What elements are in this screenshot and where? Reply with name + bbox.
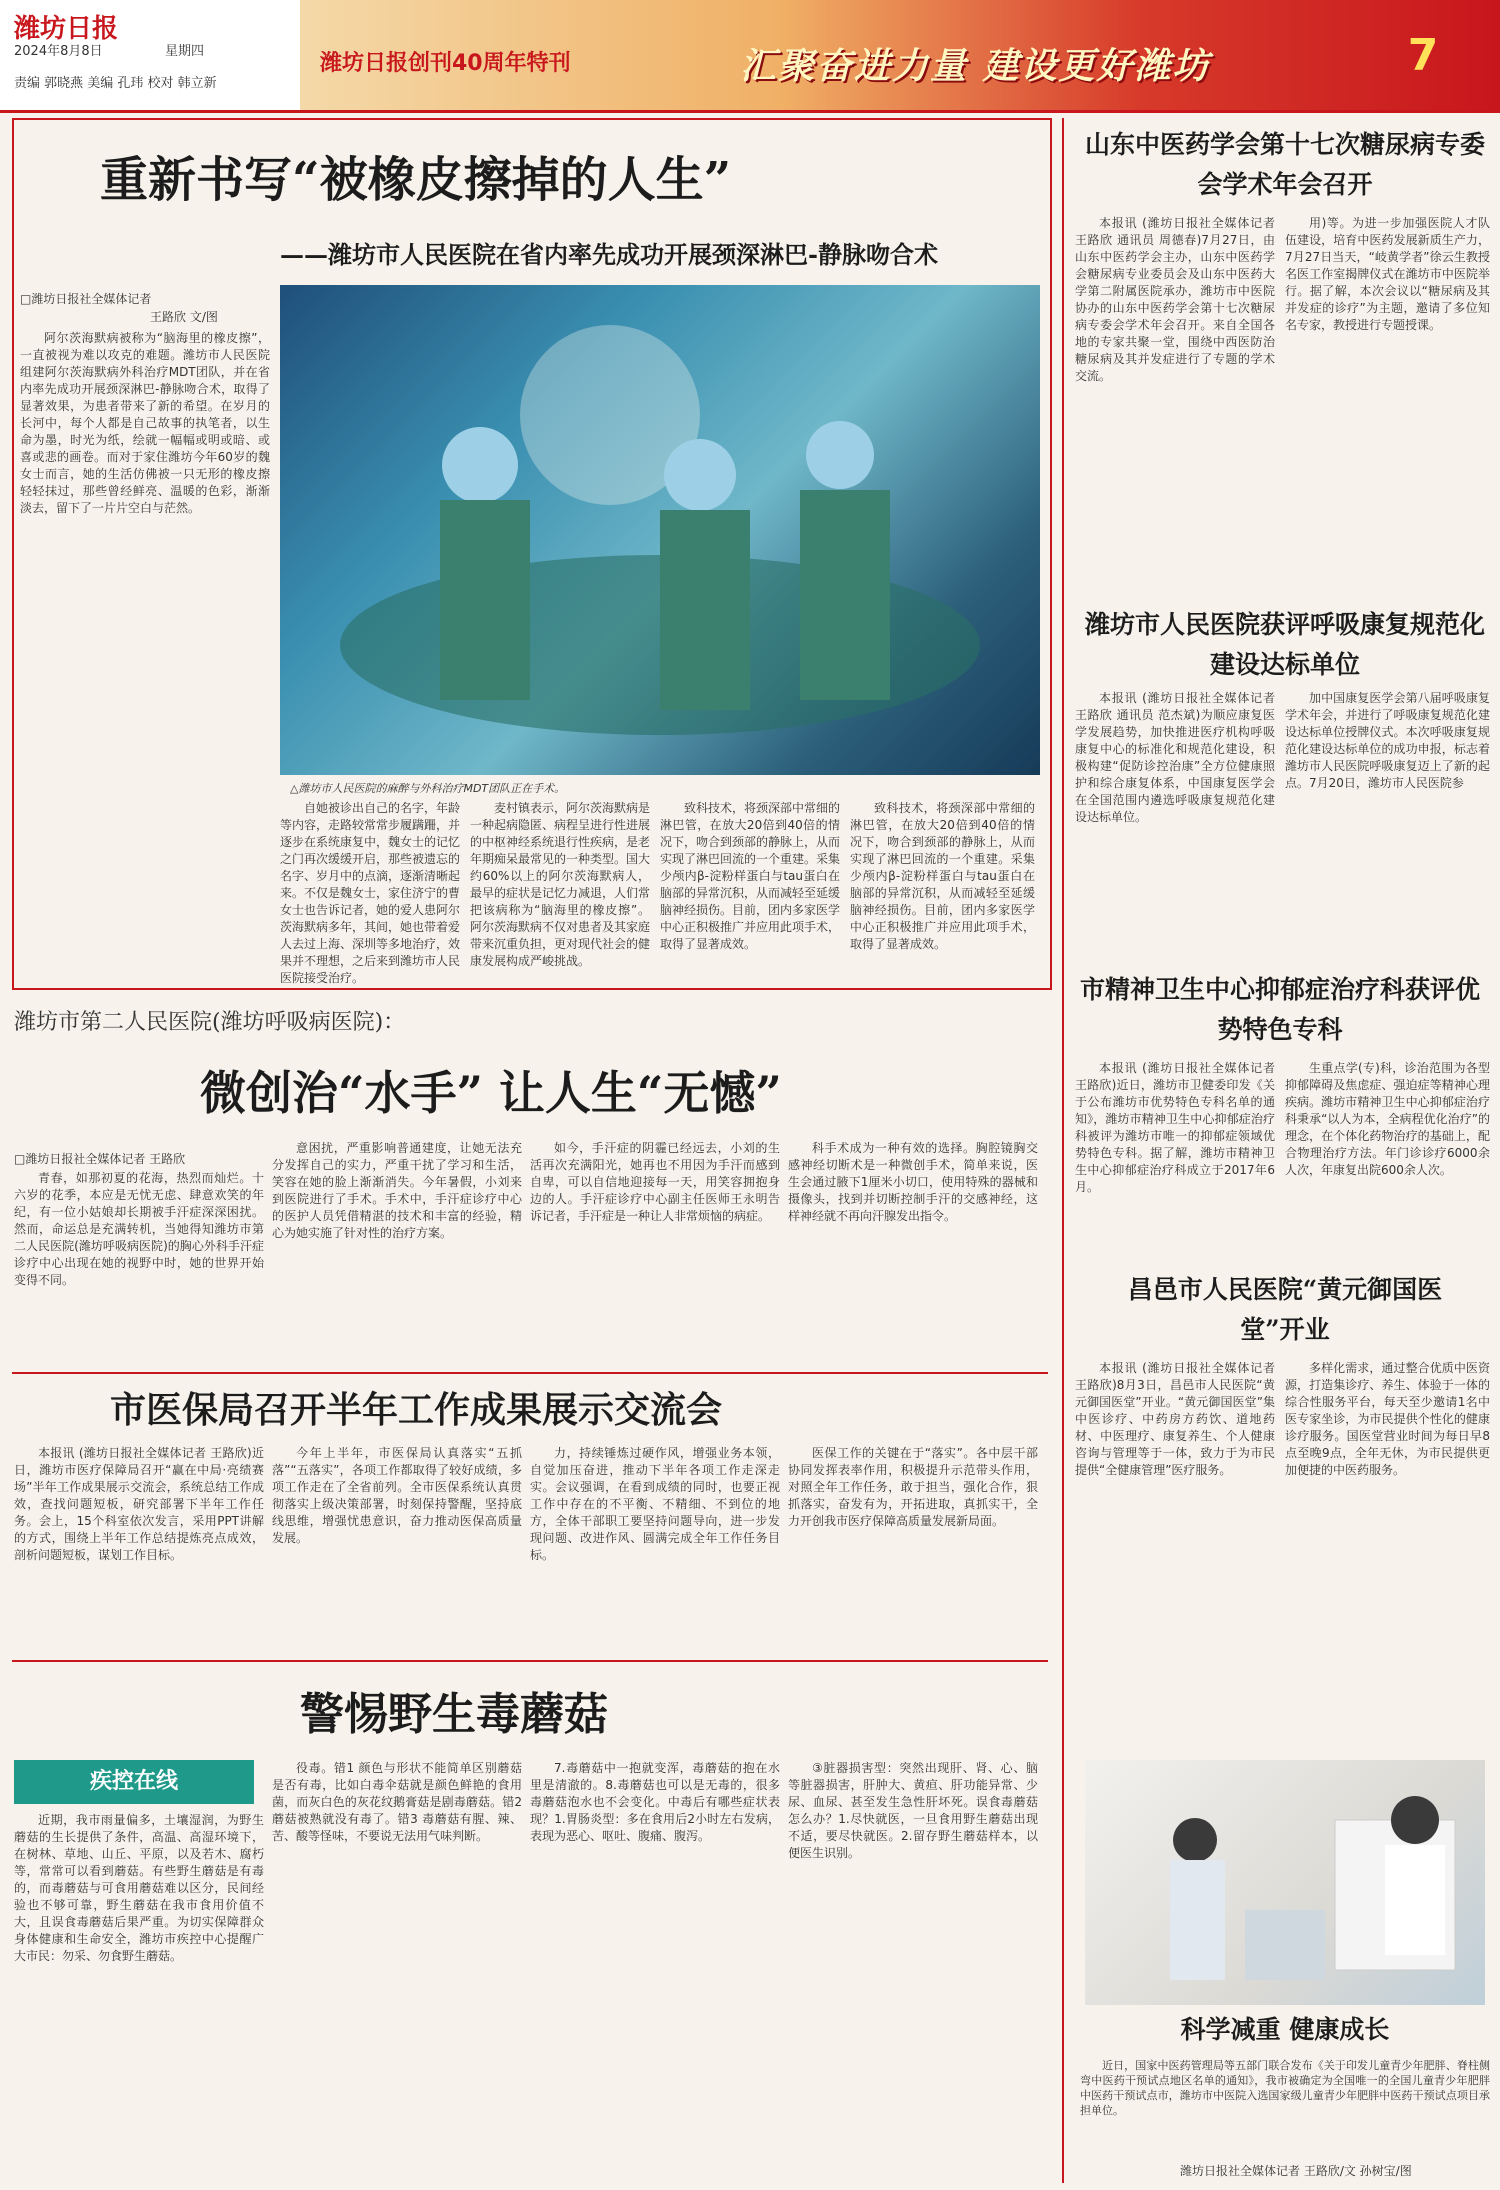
medical-col-4: [788, 1445, 1038, 1645]
r4-col-2-text: 多样化需求，通过整合优质中医资源，打造集诊疗、养生、体验于一体的综合性服务平台，每天至少邀请1名中医专家坐诊，为市民提供个性化的健康诊疗服务。国医堂营业时间为每日早8点至晚9点，全年无休，为市民提供更加便捷的中医药服务。: [1285, 1361, 1490, 1477]
r1-col-2: [1285, 215, 1490, 635]
medical-col-2-text: 今年上半年，市医保局认真落实“五抓落”“五落实”，各项工作都取得了较好成绩，多项工作走在了全省前列。全市医保系统认真贯彻落实上级决策部署，时刻保持警醒，坚持底线思维，增强忧患意识，奋力推动医保高质量发展。: [272, 1446, 522, 1545]
medical-col-4-text: 医保工作的关键在于“落实”。各中层干部协同发挥表率作用，积极提升示范带头作用，对照全年工作任务，敢于担当，强化合作，狠抓落实，奋发有为，开拓进取，真抓实干，全力开创我市医疗保障高质量发展新局面。: [788, 1446, 1038, 1528]
lead-photo-caption: △潍坊市人民医院的麻醉与外科治疗MDT团队正在手术。: [290, 782, 566, 795]
lead-col-2: [280, 800, 461, 985]
section-divider-2: [12, 1660, 1048, 1662]
special-issue-title: 潍坊日报创刊40周年特刊: [320, 51, 571, 76]
r4-col-2: [1285, 1360, 1490, 1745]
second-col-3-text: 如今，手汗症的阴霾已经远去，小刘的生活再次充满阳光，她再也不用因为手汗而感到自卑，可以自信地迎接每一天，用笑容拥抱身边的人。手汗症诊疗中心副主任医师王永明告诉记者，手汗症是一种让人非常烦恼的病症。: [530, 1141, 780, 1223]
mushroom-col-2-text: 役毒。错1 颜色与形状不能简单区别蘑菇是否有毒，比如白毒伞菇就是颜色鲜艳的食用菌，而灰白色的灰花纹鹅膏菇是剧毒蘑菇。错2 蘑菇被熟就没有毒了。错3 毒蘑菇有腥、辣、苦、酸等怪味，不要说无法用气味判断。: [272, 1761, 522, 1843]
lead-headline: 重新书写“被橡皮擦掉的人生”: [100, 152, 732, 208]
r5-caption: [1080, 2058, 1490, 2158]
r1-headline: 山东中医药学会第十七次糖尿病专委会学术年会召开: [1084, 130, 1485, 199]
second-kicker: 潍坊市第二人民医院(潍坊呼吸病医院)：: [14, 1010, 406, 1035]
mushroom-col-4-text: ③脏器损害型：突然出现肝、肾、心、脑等脏器损害，肝肿大、黄疸、肝功能异常、少尿、血尿、甚至发生急性肝坏死。误食毒蘑菇怎么办？1.尽快就医，一旦食用野生蘑菇出现不适，要尽快就医。2.留存野生蘑菇样本，以便医生识别。: [788, 1761, 1038, 1860]
second-col-2: [272, 1140, 522, 1365]
second-col-1-text: 青春，如那初夏的花海，热烈而灿烂。十六岁的花季，本应是无忧无虑、肆意欢笑的年纪，有一位小姑娘却长期被手汗症深深困扰。然而，命运总是充满转机，当她得知潍坊市第二人民医院(潍坊呼吸病医院)的胸心外科手汗症诊疗中心出现在她的视野中时，她的世界开始变得不同。: [14, 1171, 264, 1287]
r4-col-1: [1075, 1360, 1275, 1745]
medical-col-1-text: 本报讯 (潍坊日报社全媒体记者 王路欣)近日，潍坊市医疗保障局召开“赢在中局·亮绩赛场”半年工作成果展示交流会，系统总结工作成效，查找问题短板，研究部署下半年工作任务。会上，15个科室依次发言，采用PPT讲解的方式，围绕上半年工作总结提炼亮点成效，剖析问题短板，谋划工作目标。: [14, 1446, 264, 1562]
r5-caption-text: 近日，国家中医药管理局等五部门联合发布《关于印发儿童青少年肥胖、脊柱侧弯中医药干预试点地区名单的通知》，我市被确定为全国唯一的全国儿童青少年肥胖中医药干预试点市，潍坊市中医院入选国家级儿童青少年肥胖中医药干预试点项目承担单位。: [1080, 2059, 1490, 2117]
second-col-1: [14, 1170, 264, 1365]
r1-col-2-text: 用)等。为进一步加强医院人才队伍建设，培育中医药发展新质生产力，7月27日当天，“岐黄学者”徐云生教授名医工作室揭牌仪式在潍坊市中医院举行。据了解，本次会议以“糖尿病及其并发症的诊疗”为主题，邀请了多位知名专家，教授进行专题授课。: [1285, 216, 1490, 332]
r4-col-1-text: 本报讯 (潍坊日报社全媒体记者 王路欣)8月3日，昌邑市人民医院“黄元御国医堂”开业。“黄元御国医堂”集中医诊疗、中药房方药饮、道地药材、中医理疗、康复养生、个人健康咨询与管理等于一体，致力于为市民提供“全健康管理”医疗服务。: [1075, 1361, 1275, 1477]
right-column-divider: [1062, 118, 1064, 2183]
r2-col-1-text: 本报讯 (潍坊日报社全媒体记者 王路欣 通讯员 范杰斌)为顺应康复医学发展趋势，加快推进医疗机构呼吸康复中心的标准化和规范化建设，积极构建“促防诊控治康”全方位健康照护和综合康复体系，中国康复医学会在全国范围内遴选呼吸康复规范化建设达标单位。: [1075, 691, 1275, 824]
lead-subheadline: ——潍坊市人民医院在省内率先成功开展颈深淋巴-静脉吻合术: [280, 240, 938, 269]
second-col-4-text: 科手术成为一种有效的选择。胸腔镜胸交感神经切断术是一种微创手术，简单来说，医生会通过腋下1厘米小切口，使用特殊的器械和摄像头，找到并切断控制手汗的交感神经，这样神经就不再向汗腺发出指令。: [788, 1141, 1038, 1223]
lead-col-5-text: 致科技术，将颈深部中常细的淋巴管，在放大20倍到40倍的情况下，吻合到颈部的静脉上，从而实现了淋巴回流的一个重建。采集少颅内β-淀粉样蛋白与tau蛋白在脑部的异常沉积，从而减轻至延缓脑神经损伤。目前，团内多家医学中心正积极推广并应用此项手术，取得了显著成效。: [850, 801, 1035, 951]
medical-col-1: [14, 1445, 264, 1645]
mushroom-col-2: [272, 1760, 522, 2180]
r1-col-1: [1075, 215, 1275, 635]
mushroom-col-3: [530, 1760, 780, 2180]
weight-loss-photo: [1085, 1760, 1485, 2005]
r3-col-2-text: 生重点学(专)科，诊治范围为各型抑郁障碍及焦虑症、强迫症等精神心理疾病。潍坊市精神卫生中心抑郁症治疗科秉承“以人为本，全病程优化治疗”的理念，在个体化药物治疗的基础上，配合物理治疗方法。年门诊诊疗6000余人次，年康复出院600余人次。: [1285, 1061, 1490, 1177]
lead-col-5: [850, 800, 1035, 975]
r3-col-2: [1285, 1060, 1490, 1265]
surgery-photo: [280, 285, 1040, 775]
r2-col-2-text: 加中国康复医学会第八届呼吸康复学术年会，并进行了呼吸康复规范化建设达标单位授牌仪式。本次呼吸康复规范化建设达标单位的成功申报，标志着潍坊市人民医院呼吸康复迈上了新的起点。7月20日，潍坊市人民医院参: [1285, 691, 1490, 790]
editors-credit: 责编 郭晓燕 美编 孔玮 校对 韩立新: [14, 76, 217, 91]
r3-headline: 市精神卫生中心抑郁症治疗科获评优势特色专科: [1079, 975, 1480, 1044]
lead-col-4-text: 致科技术，将颈深部中常细的淋巴管，在放大20倍到40倍的情况下，吻合到颈部的静脉上，从而实现了淋巴回流的一个重建。采集少颅内β-淀粉样蛋白与tau蛋白在脑部的异常沉积，从而减轻至延缓脑神经损伤。目前，团内多家医学中心正积极推广并应用此项手术，取得了显著成效。: [660, 801, 841, 951]
second-col-2-text: 意困扰，严重影响普通建度，让她无法充分发挥自己的实力，严重干扰了学习和生活，笑容在她的脸上渐渐消失。今年暑假，小刘来到医院进行了手术。手术中，手汗症诊疗中心的医护人员凭借精湛的技术和丰富的经验，精心为她实施了针对性的治疗方案。: [272, 1141, 522, 1240]
r3-col-1: [1075, 1060, 1275, 1265]
second-headline: 微创治“水手” 让人生“无憾”: [200, 1066, 782, 1120]
medical-col-3: [530, 1445, 780, 1645]
lead-reporter: 王路欣 文/图: [150, 310, 218, 324]
lead-col-4: [660, 800, 840, 975]
page-number: 7: [1407, 30, 1439, 81]
r2-col-1: [1075, 690, 1275, 930]
r3-col-1-text: 本报讯 (潍坊日报社全媒体记者 王路欣)近日，潍坊市卫健委印发《关于公布潍坊市优势特色专科名单的通知》，潍坊市精神卫生中心抑郁症治疗科被评为潍坊市唯一的抑郁症领域优势特色专科。据了解，潍坊市精神卫生中心抑郁症治疗科成立于2017年6月。: [1075, 1061, 1275, 1194]
mushroom-col-3-text: 7.毒蘑菇中一抱就变浑，毒蘑菇的抱在水里是清澈的。8.毒蘑菇也可以是无毒的，很多毒蘑菇泡水也不会变化。中毒后有哪些症状表现？1.胃肠炎型：多在食用后2小时左右发病，表现为恶心、呕吐、腹痛、腹泻。: [530, 1761, 780, 1843]
second-reporter: □潍坊日报社全媒体记者 王路欣: [14, 1152, 186, 1166]
mushroom-col-4: [788, 1760, 1038, 2180]
lead-col-1: [20, 330, 270, 975]
disease-control-tag: 疾控在线: [14, 1760, 254, 1804]
paper-name: 潍坊日报: [14, 14, 119, 44]
r2-headline: 潍坊市人民医院获评呼吸康复规范化建设达标单位: [1084, 610, 1485, 679]
lead-col-2-text: 自她被诊出自己的名字，年龄等内容，走路较常常步履蹒跚，并逐步在系统康复中，魏女士的记忆之门再次缓缓开启，那些被遗忘的名字、岁月中的点滴，逐渐清晰起来。不仅是魏女士，家住济宁的曹女士也告诉记者，她的爱人患阿尔茨海默病多年，其间，她也带着爱人去过上海、深圳等多地治疗，效果并不理想，之后来到潍坊市人民医院接受治疗。: [280, 801, 461, 985]
section-divider: [12, 1372, 1048, 1374]
lead-reporter-line: □潍坊日报社全媒体记者: [20, 292, 152, 306]
medical-headline: 市医保局召开半年工作成果展示交流会: [110, 1389, 723, 1431]
mushroom-col-1: [14, 1812, 264, 2182]
medical-col-2: [272, 1445, 522, 1645]
r4-headline: 昌邑市人民医院“黄元御国医堂”开业: [1127, 1275, 1443, 1344]
r5-headline: 科学减重 健康成长: [1180, 2015, 1390, 2044]
mushroom-headline: 警惕野生毒蘑菇: [300, 1689, 608, 1740]
mushroom-col-1-text: 近期，我市雨量偏多，土壤湿润，为野生蘑菇的生长提供了条件，高温、高湿环境下，在树林、草地、山丘、平原，以及若木、腐朽等，常常可以看到蘑菇。有些野生蘑菇是有毒的，而毒蘑菇与可食用蘑菇难以区分，民间经验也不够可靠，野生蘑菇在我市食用价值不大，且误食毒蘑菇后果严重。为切实保障群众身体健康和生命安全，潍坊市疾控中心提醒广大市民：勿采、勿食野生蘑菇。: [14, 1813, 264, 1963]
lead-col-3: [470, 800, 650, 975]
second-col-3: [530, 1140, 780, 1365]
lead-col-1-text: 阿尔茨海默病被称为“脑海里的橡皮擦”，一直被视为难以攻克的难题。潍坊市人民医院组建阿尔茨海默病外科治疗MDT团队，并在省内率先成功开展颈深淋巴-静脉吻合术，取得了显著效果，为患者带来了新的希望。在岁月的长河中，每个人都是自己故事的执笔者，以生命为墨，时光为纸，绘就一幅幅或明或暗、或喜或悲的画卷。而对于家住潍坊今年60岁的魏女士而言，她的生活仿佛被一只无形的橡皮擦轻轻抹过，那些曾经鲜亮、温暖的色彩，渐渐淡去，留下了一片片空白与茫然。: [20, 331, 270, 515]
banner-slogan: 汇聚奋进力量 建设更好潍坊: [740, 46, 1211, 87]
r1-col-1-text: 本报讯 (潍坊日报社全媒体记者 王路欣 通讯员 周德春)7月27日，由山东中医药学会主办，山东中医药学会糖尿病专业委员会及山东中医药大学第二附属医院承办，潍坊市中医院协办的山东中医药学会第十七次糖尿病专委会学术年会召开。来自全国各地的专家共聚一堂，围绕中西医防治糖尿病及其并发症进行了专题的学术交流。: [1075, 216, 1275, 383]
weekday: 星期四: [165, 44, 205, 59]
medical-col-3-text: 力，持续锤炼过硬作风，增强业务本领，自觉加压奋进，推动下半年各项工作走深走实。会议强调，在看到成绩的同时，也要正视工作中存在的不平衡、不精细、不到位的地方，全体干部职工要坚持问题导向，进一步发现问题、改进作风、圆满完成全年工作任务目标。: [530, 1446, 780, 1562]
issue-date: 2024年8月8日: [14, 44, 103, 59]
second-col-4: [788, 1140, 1038, 1365]
r2-col-2: [1285, 690, 1490, 930]
r5-credit: 潍坊日报社全媒体记者 王路欣/文 孙树宝/图: [1180, 2164, 1412, 2178]
lead-col-3-text: 麦村镇表示，阿尔茨海默病是一种起病隐匿、病程呈进行性进展的中枢神经系统退行性疾病，是老年期痴呆最常见的一种类型。国大约60%以上的阿尔茨海默病人，最早的症状是记忆力减退，人们常把该病称为“脑海里的橡皮擦”。阿尔茨海默病不仅对患者及其家庭带来沉重负担，更对现代社会的健康发展构成严峻挑战。: [470, 801, 651, 968]
